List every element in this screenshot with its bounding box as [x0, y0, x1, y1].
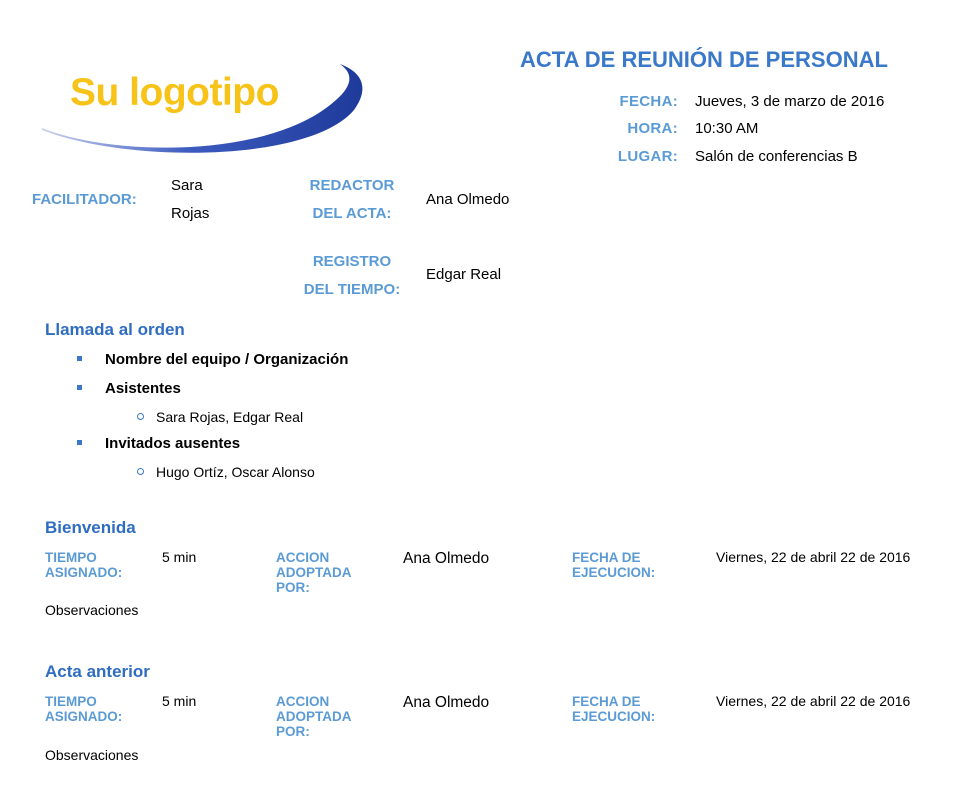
sub-list-item-label: Sara Rojas, Edgar Real: [156, 409, 304, 425]
registro-label-line1: REGISTRO: [312, 253, 392, 270]
fecha-ejecucion-label: [572, 550, 655, 580]
list-item-label: Nombre del equipo / Organización: [105, 351, 349, 368]
logo: [40, 60, 380, 160]
fecha-ejecucion-label-line2: EJECUCION:: [572, 709, 656, 724]
circle-bullet-icon: [137, 468, 144, 475]
circle-bullet-icon: [137, 413, 144, 420]
tiempo-label-line2: ASIGNADO:: [45, 565, 123, 580]
accion-label: [276, 694, 352, 739]
sub-list-item: [137, 464, 315, 480]
redactor-value: Ana Olmedo: [426, 191, 510, 208]
observaciones: Observaciones: [45, 747, 139, 763]
fecha-ejecucion-label-line2: EJECUCION:: [572, 565, 656, 580]
accion-label-line1: ACCION: [276, 694, 330, 709]
llamada-title: Llamada al orden: [45, 320, 185, 339]
list-item-label: Invitados ausentes: [105, 435, 241, 452]
tiempo-label-line2: ASIGNADO:: [45, 709, 123, 724]
lugar-value: Salón de conferencias B: [695, 148, 858, 165]
lugar-label: LUGAR:: [617, 148, 678, 165]
square-bullet-icon: [77, 385, 82, 390]
list-item: [77, 351, 348, 368]
fecha-value: Jueves, 3 de marzo de 2016: [695, 93, 885, 110]
facilitador-label: FACILITADOR:: [32, 191, 137, 208]
section-title: Bienvenida: [45, 518, 136, 537]
accion-label-line2: ADOPTADA: [276, 565, 352, 580]
facilitador-value-line2: Rojas: [171, 205, 210, 222]
accion-label-line1: ACCION: [276, 550, 330, 565]
accion-label-line3: POR:: [276, 580, 310, 595]
registro-label-line2: DEL TIEMPO:: [303, 281, 401, 298]
fecha-label: FECHA:: [619, 93, 678, 110]
accion-label-line3: POR:: [276, 724, 310, 739]
logo-text: Su logotipo: [70, 71, 279, 114]
tiempo-label-line1: TIEMPO: [45, 694, 97, 709]
tiempo-label: [45, 694, 122, 724]
redactor-label-line2: DEL ACTA:: [312, 205, 392, 222]
hora-value: 10:30 AM: [695, 120, 759, 137]
accion-label-line2: ADOPTADA: [276, 709, 352, 724]
redactor-label-line1: REDACTOR: [309, 177, 395, 194]
accion-label: [276, 550, 352, 595]
tiempo-value: 5 min: [162, 693, 197, 709]
tiempo-label-line1: TIEMPO: [45, 550, 97, 565]
page-title: ACTA DE REUNIÓN DE PERSONAL: [520, 47, 888, 72]
sub-list-item-label: Hugo Ortíz, Oscar Alonso: [156, 464, 315, 480]
sub-list-item: [137, 409, 303, 425]
square-bullet-icon: [77, 356, 82, 361]
fecha-ejecucion-value: Viernes, 22 de abril 22 de 2016: [716, 693, 911, 709]
list-item-label: Asistentes: [105, 380, 181, 397]
fecha-ejecucion-label-line1: FECHA DE: [572, 694, 641, 709]
observaciones: Observaciones: [45, 602, 139, 618]
list-item: [77, 380, 181, 397]
accion-value: Ana Olmedo: [403, 694, 490, 711]
tiempo-value: 5 min: [162, 549, 197, 565]
accion-value: Ana Olmedo: [403, 550, 490, 567]
facilitador-value-line1: Sara: [171, 177, 203, 194]
square-bullet-icon: [77, 440, 82, 445]
fecha-ejecucion-label-line1: FECHA DE: [572, 550, 641, 565]
section-title: Acta anterior: [45, 662, 150, 681]
list-item: [77, 435, 240, 452]
registro-value: Edgar Real: [426, 266, 502, 283]
tiempo-label: [45, 550, 122, 580]
fecha-ejecucion-value: Viernes, 22 de abril 22 de 2016: [716, 549, 911, 565]
hora-label: HORA:: [627, 120, 678, 137]
fecha-ejecucion-label: [572, 694, 655, 724]
